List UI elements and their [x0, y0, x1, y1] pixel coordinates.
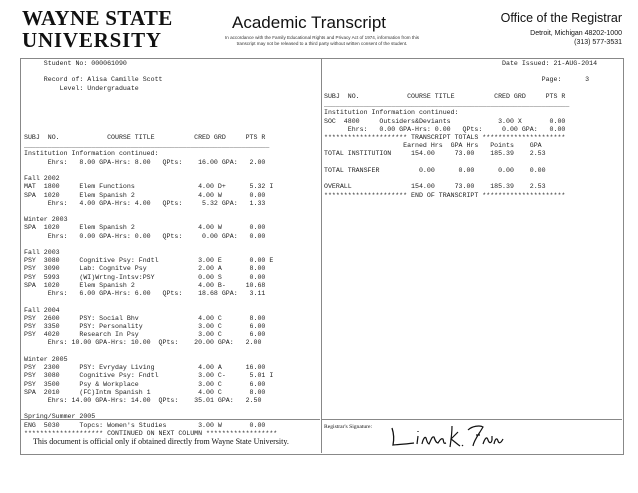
transcript-right-line: OVERALL 154.00 73.00 185.39 2.53 [324, 183, 546, 191]
transcript-left-line [24, 241, 320, 249]
transcript-left-line [24, 348, 320, 356]
transcript-right-line [324, 159, 620, 167]
transcript-left-line: SUBJ NO. COURSE TITLE CRED GRD PTS R [24, 133, 266, 141]
transcript-left-line: Ehrs: 8.00 GPA-Hrs: 8.00 QPts: 16.00 GPA: 2.00 [24, 158, 266, 166]
transcript-left-line [24, 126, 320, 134]
transcript-right-line: Ehrs: 0.00 GPA-Hrs: 0.00 QPts: 0.00 GPA: 0.00 [324, 125, 566, 133]
column-divider [321, 58, 322, 453]
transcript-left-line [24, 298, 320, 306]
logo-line-2: UNIVERSITY [22, 28, 162, 52]
transcript-left-line: Ehrs: 6.00 GPA-Hrs: 6.00 QPts: 18.68 GPA: 3.11 [24, 290, 266, 298]
transcript-left-line: Record of: Alisa Camille Scott [24, 76, 163, 84]
transcript-right-line: Date Issued: 21-AUG-2014 [324, 60, 598, 67]
transcript-left-line: ENG 5030 Topcs: Women's Studies 3.00 W 0.00 [24, 421, 266, 429]
transcript-left-line: PSY 3080 Cognitive Psy: Fndtl 3.00 E 0.00 E [24, 257, 274, 265]
transcript-left-line: Spring/Summer 2005 [24, 413, 96, 421]
transcript-right-column [324, 60, 620, 200]
transcript-right-line: Page: 3 [324, 76, 590, 84]
transcript-left-line [24, 167, 320, 175]
document-title: Academic Transcript [232, 13, 386, 32]
transcript-left-line: Winter 2003 [24, 216, 68, 224]
transcript-left-line [24, 405, 320, 413]
transcript-left-line: Institution Information continued: [24, 150, 159, 158]
transcript-left-line: ******************** CONTINUED ON NEXT COLUMN ****************** [24, 429, 278, 437]
transcript-left-line: Fall 2003 [24, 249, 60, 257]
transcript-left-line: MAT 1800 Elem Functions 4.00 D+ 5.32 I [24, 183, 274, 191]
transcript-right-line: Institution Information continued: [324, 109, 459, 117]
transcript-left-line: Fall 2004 [24, 306, 60, 314]
transcript-right-line: Earned Hrs GPA Hrs Points GPA [324, 142, 542, 150]
transcript-left-line: Winter 2005 [24, 355, 68, 363]
transcript-left-line: PSY 3090 Lab: Cognitve Psy 2.00 A 8.00 [24, 265, 266, 273]
registrar-signature [388, 422, 508, 450]
official-notice: This document is official only if obtained directly from Wayne State University. [33, 437, 289, 446]
transcript-right-line [324, 68, 620, 76]
transcript-header [0, 0, 638, 62]
transcript-right-line: TOTAL TRANSFER 0.00 0.00 0.00 0.00 [324, 166, 546, 174]
logo-line-1: WAYNE STATE [22, 6, 173, 30]
transcript-left-line: SPA 2010 (FC)Intm Spanish 1 4.00 C 8.00 [24, 388, 266, 396]
transcript-left-line [24, 68, 320, 76]
university-logo [22, 8, 173, 51]
transcript-left-line: SPA 1020 Elem Spanish 2 4.00 W 0.00 [24, 224, 266, 232]
registrar-block [501, 11, 622, 47]
transcript-left-line: SPA 1020 Elem Spanish 2 4.00 W 0.00 [24, 191, 266, 199]
transcript-left-line: PSY 4020 Research In Psy 3.00 C 6.00 [24, 331, 266, 339]
transcript-right-line: SOC 4800 Outsiders&Deviants 3.00 X 0.00 [324, 117, 566, 125]
transcript-right-line: ********************* END OF TRANSCRIPT ********************* [324, 191, 566, 199]
transcript-left-line: Ehrs: 4.00 GPA-Hrs: 4.00 QPts: 5.32 GPA: 1.33 [24, 199, 266, 207]
transcript-left-line: Ehrs: 0.00 GPA-Hrs: 0.00 QPts: 0.00 GPA: 0.00 [24, 232, 266, 240]
transcript-left-line [24, 93, 320, 101]
transcript-left-line [24, 109, 320, 117]
transcript-left-line: PSY 5993 (WI)Wrtng-Intsv:PSY 0.00 S 0.00 [24, 273, 266, 281]
transcript-left-line [24, 118, 320, 126]
transcript-right-line: ********************* TRANSCRIPT TOTALS ********************* [324, 133, 566, 141]
transcript-left-line [24, 101, 320, 109]
transcript-left-line: PSY 2600 PSY: Social Bhv 4.00 C 8.00 [24, 314, 266, 322]
registrar-address: Detroit, Michigan 48202-1000 [530, 30, 622, 37]
transcript-right-line: TOTAL INSTITUTION 154.00 73.00 185.39 2.53 [324, 150, 546, 158]
transcript-left-line: PSY 3350 PSY: Personality 3.00 C 6.00 [24, 323, 266, 330]
transcript-left-line: Fall 2002 [24, 175, 60, 183]
transcript-left-line [24, 208, 320, 216]
registrar-title: Office of the Registrar [500, 11, 622, 25]
transcript-right-line: ______________________________________________________________ [324, 101, 570, 109]
transcript-left-line: PSY 2300 PSY: Evryday Living 4.00 A 16.00 [24, 364, 266, 372]
signature-label: Registrar's Signature: [324, 424, 373, 430]
transcript-left-line: Ehrs: 14.00 GPA-Hrs: 14.00 QPts: 35.01 GPA: 2.50 [24, 396, 262, 404]
transcript-right-line [324, 85, 620, 93]
transcript-left-column [24, 60, 320, 438]
transcript-left-line: Level: Undergraduate [24, 84, 139, 92]
transcript-left-line: ______________________________________________________________ [24, 142, 270, 150]
registrar-phone: (313) 577-3531 [574, 39, 622, 46]
transcript-right-line: SUBJ NO. COURSE TITLE CRED GRD PTS R [324, 92, 566, 100]
transcript-left-line: Student No: 000061090 [24, 60, 127, 67]
transcript-left-line: PSY 3080 Cognitive Psy: Fndtl 3.00 C- 5.01 I [24, 372, 274, 380]
transcript-left-line: Ehrs: 10.00 GPA-Hrs: 10.00 QPts: 20.00 GPA: 2.00 [24, 339, 262, 347]
transcript-right-line [324, 175, 620, 183]
transcript-left-line: PSY 3500 Psy & Workplace 3.00 C 6.00 [24, 380, 266, 388]
privacy-notice: In accordance with the Family Educational Rights and Privacy Act of 1974, information from this transcript may not be released to a third party without written consent of the student. [224, 35, 420, 46]
transcript-left-line: SPA 1020 Elem Spanish 2 4.00 B- 10.68 [24, 281, 266, 289]
